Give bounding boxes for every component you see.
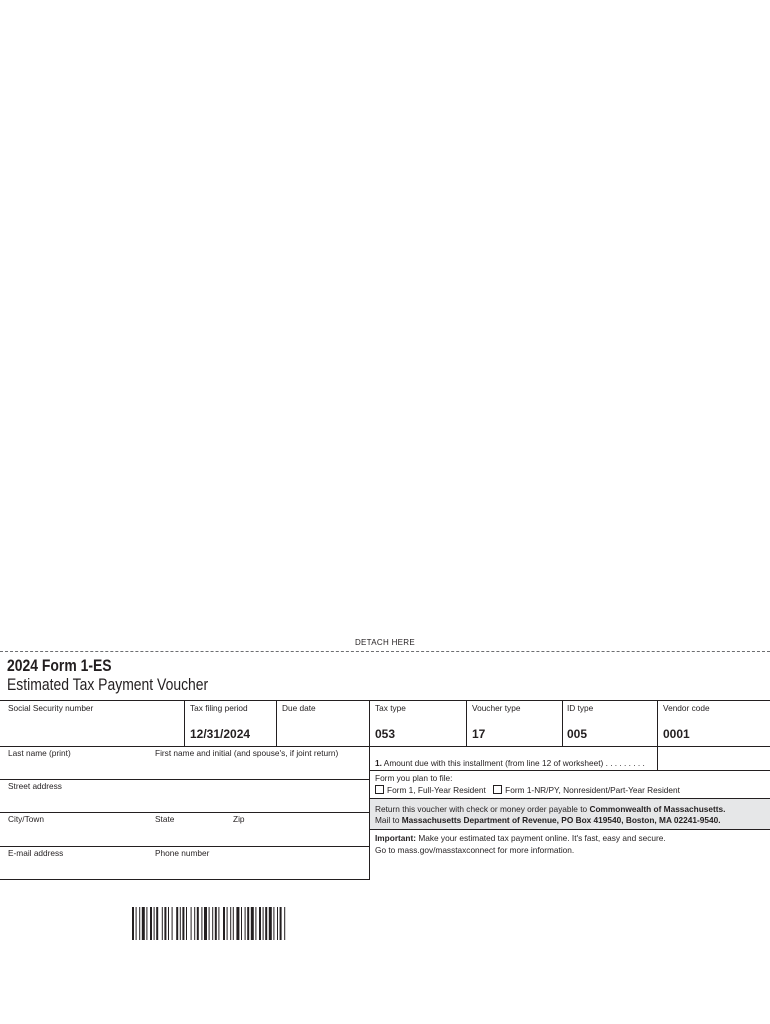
barcode-bar <box>233 907 234 940</box>
barcode <box>132 907 372 940</box>
barcode-bar <box>209 907 210 940</box>
vendor-code-value: 0001 <box>663 727 690 741</box>
barcode-bar <box>142 907 145 940</box>
street-address-field[interactable] <box>0 791 369 811</box>
barcode-bar <box>172 907 173 940</box>
barcode-bar <box>162 907 163 940</box>
state-label: State <box>155 814 175 824</box>
barcode-bar <box>154 907 155 940</box>
first-name-label: First name and initial (and spouse's, if joint return) <box>155 748 339 758</box>
barcode-bar <box>269 907 272 940</box>
barcode-bar <box>212 907 213 940</box>
due-date-field[interactable] <box>277 712 369 745</box>
barcode-bar <box>215 907 217 940</box>
name-field[interactable] <box>0 758 369 778</box>
barcode-bar <box>230 907 231 940</box>
form-1-checkbox[interactable] <box>375 785 384 794</box>
zip-label: Zip <box>233 814 245 824</box>
barcode-bar <box>265 907 267 940</box>
detach-here-label: DETACH HERE <box>354 638 416 647</box>
barcode-bar <box>194 907 195 940</box>
important-line-1 <box>375 833 666 843</box>
barcode-bar <box>156 907 158 940</box>
barcode-bar <box>150 907 152 940</box>
city-label: City/Town <box>8 814 44 824</box>
barcode-bar <box>218 907 219 940</box>
important-label: Important: <box>375 833 417 843</box>
voucher-type-value: 17 <box>472 727 486 741</box>
row-rule <box>0 846 370 847</box>
barcode-bar <box>227 907 228 940</box>
form-plan-label: Form you plan to file: <box>375 773 453 783</box>
mail-prefix: Mail to <box>375 815 402 825</box>
city-state-zip-field[interactable] <box>0 824 369 845</box>
voucher-type-label: Voucher type <box>472 703 521 713</box>
barcode-bar <box>168 907 169 940</box>
email-phone-field[interactable] <box>0 858 369 879</box>
barcode-bar <box>201 907 202 940</box>
divider <box>562 700 563 746</box>
barcode-bar <box>186 907 187 940</box>
payable-to-name: Commonwealth of Massachusetts. <box>589 804 726 814</box>
barcode-bar <box>176 907 178 940</box>
form-1-nr-py-option-label: Form 1-NR/PY, Nonresident/Part-Year Resident <box>505 785 680 795</box>
barcode-bar <box>245 907 246 940</box>
form-1-option-label: Form 1, Full-Year Resident <box>387 785 486 795</box>
ssn-field[interactable] <box>0 712 184 745</box>
barcode-bar <box>280 907 282 940</box>
barcode-bar <box>139 907 140 940</box>
tax-filing-period-label: Tax filing period <box>190 703 248 713</box>
row-rule <box>369 829 770 830</box>
tax-type-label: Tax type <box>375 703 406 713</box>
mail-to-text <box>375 815 721 825</box>
form-1-nr-py-checkbox[interactable] <box>493 785 502 794</box>
section-divider <box>369 700 370 880</box>
payable-prefix: Return this voucher with check or money order payable to <box>375 804 590 814</box>
last-name-label: Last name (print) <box>8 748 71 758</box>
tax-type-value: 053 <box>375 727 396 741</box>
barcode-bar <box>132 907 134 940</box>
barcode-bar <box>180 907 181 940</box>
ssn-label: Social Security number <box>8 703 94 713</box>
row-rule <box>0 779 370 780</box>
divider <box>184 700 185 746</box>
barcode-bar <box>241 907 242 940</box>
row-rule <box>0 746 370 747</box>
barcode-bar <box>136 907 137 940</box>
vendor-code-label: Vendor code <box>663 703 710 713</box>
form-plan-options <box>375 785 680 795</box>
tax-filing-period-value: 12/31/2024 <box>190 727 251 741</box>
amount-line-number: 1. <box>375 758 382 768</box>
barcode-bar <box>277 907 278 940</box>
barcode-bar <box>197 907 199 940</box>
phone-label: Phone number <box>155 848 210 858</box>
street-address-label: Street address <box>8 781 62 791</box>
barcode-bar <box>223 907 225 940</box>
detach-dashed-line <box>0 651 770 652</box>
barcode-bar <box>164 907 166 940</box>
id-type-label: ID type <box>567 703 594 713</box>
important-text: Make your estimated tax payment online. It's fast, easy and secure. <box>416 833 666 843</box>
form-title: 2024 Form 1-ES <box>7 656 112 675</box>
amount-due-input[interactable] <box>658 747 770 769</box>
row-rule <box>0 879 370 880</box>
mail-to-address: Massachusetts Department of Revenue, PO Box 419540, Boston, MA 02241-9540. <box>401 815 721 825</box>
barcode-bar <box>263 907 264 940</box>
barcode-bar <box>259 907 261 940</box>
barcode-bar <box>236 907 239 940</box>
due-date-label: Due date <box>282 703 316 713</box>
amount-due-label <box>375 758 645 768</box>
voucher-top-rule <box>0 700 770 701</box>
barcode-bar <box>273 907 274 940</box>
barcode-bar <box>284 907 285 940</box>
form-subtitle: Estimated Tax Payment Voucher <box>7 675 209 694</box>
important-line-2: Go to mass.gov/masstaxconnect for more information. <box>375 845 575 855</box>
barcode-bar <box>251 907 254 940</box>
email-label: E-mail address <box>8 848 64 858</box>
barcode-bar <box>255 907 256 940</box>
barcode-bar <box>146 907 147 940</box>
barcode-bar <box>191 907 192 940</box>
barcode-bar <box>204 907 207 940</box>
divider <box>466 700 467 746</box>
barcode-bar <box>182 907 184 940</box>
payable-to-text <box>375 804 725 814</box>
barcode-bar <box>247 907 249 940</box>
id-type-value: 005 <box>567 727 588 741</box>
row-rule <box>369 770 770 771</box>
amount-line-text: Amount due with this installment (from line 12 of worksheet) . . . . . . . . . <box>383 758 645 768</box>
row-rule <box>0 812 370 813</box>
